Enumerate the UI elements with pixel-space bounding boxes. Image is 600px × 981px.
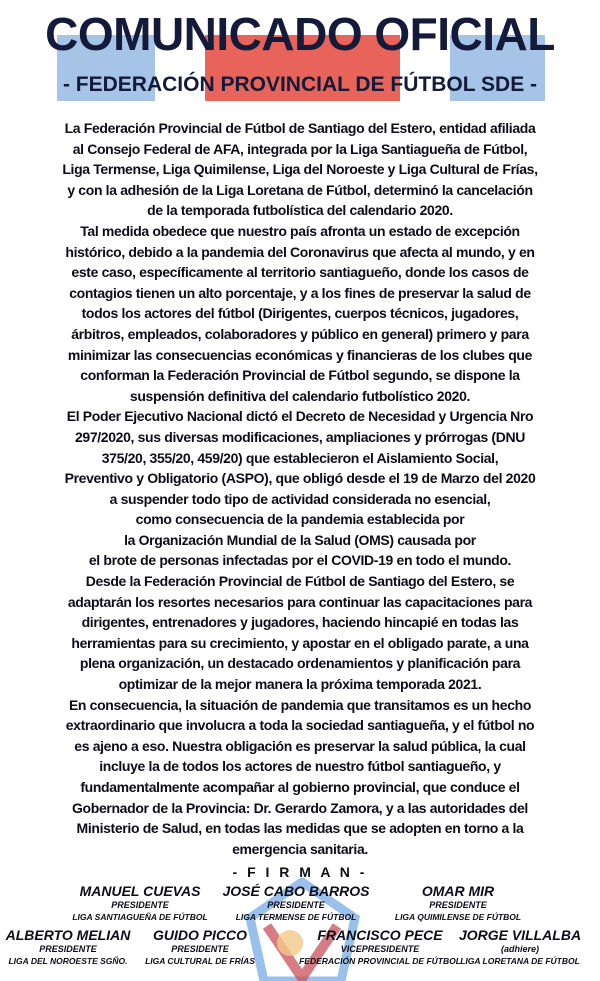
signature-role: PRESIDENTE xyxy=(171,944,229,954)
page-subtitle: - FEDERACIÓN PROVINCIAL DE FÚTBOL SDE - xyxy=(62,73,538,96)
text-line: Gobernador de la Provincia: Dr. Gerardo Zamora, y a las autoridades del xyxy=(72,799,528,816)
text-line: Preventivo y Obligatorio (ASPO), que obligó desde el 19 de Marzo del 2020 xyxy=(64,470,536,487)
text-line: En consecuencia, la situación de pandemia que transitamos es un hecho xyxy=(68,696,532,713)
signature-role: PRESIDENTE xyxy=(39,944,97,954)
signature-block xyxy=(72,884,207,923)
signature-league: FEDERACIÓN PROVINCIAL DE FÚTBOL xyxy=(299,956,461,966)
signature-league: LIGA LORETANA DE FÚTBOL xyxy=(460,956,580,966)
text-line: optimizar de la mejor manera la próxima temporada 2021. xyxy=(118,676,482,693)
text-line: todos los actores del fútbol (Dirigentes, cuerpos técnicos, jugadores, xyxy=(81,305,519,322)
paragraph xyxy=(2,571,598,695)
signature-league: LIGA DEL NOROESTE SGÑO. xyxy=(8,956,128,966)
text-line: Ministerio de Salud, en todas las medidas que se adopten en torno a la xyxy=(76,820,524,837)
text-line: minimizar las consecuencias económicas y financieras de los clubes que xyxy=(67,346,533,363)
text-line: la Organización Mundial de la Salud (OMS) causada por xyxy=(124,531,476,548)
text-line: 375/20, 355/20, 459/20) que establecieron el Aislamiento Social, xyxy=(101,449,499,466)
text-line: de la temporada futbolística del calendario 2020. xyxy=(147,202,453,219)
signature-league: LIGA CULTURAL DE FRÍAS xyxy=(145,956,255,966)
text-line: adaptarán los resortes necesarios para continuar las capacitaciones para xyxy=(67,593,533,610)
text-line: contagios tienen un alto porcentaje, y a los fines de preservar la salud de xyxy=(69,284,531,301)
signature-league: LIGA TERMENSE DE FÚTBOL xyxy=(235,912,357,922)
text-line: conforman la Federación Provincial de Fútbol segundo, se dispone la xyxy=(80,367,520,384)
signature-name: JOSÉ CABO BARROS xyxy=(222,883,370,899)
statement-body xyxy=(2,118,598,859)
text-line: árbitros, empleados, colaboradores y público en general) primero y para xyxy=(71,325,529,342)
text-line: y con la adhesión de la Liga Loretana de Fútbol, determinó la cancelación xyxy=(67,181,533,198)
text-line: fundamentalmente acompañar al gobierno provincial, que conduce el xyxy=(80,779,520,795)
text-line: 297/2020, sus diversas modificaciones, ampliaciones y prórrogas (DNU xyxy=(74,428,526,445)
signature-block xyxy=(145,928,255,967)
text-line: como consecuencia de la pandemia establecida por xyxy=(135,511,465,528)
text-line: Liga Termense, Liga Quimilense, Liga del Noroeste y Liga Cultural de Frías, xyxy=(62,161,538,178)
text-line: el brote de personas infectadas por el COVID-19 en todo el mundo. xyxy=(88,552,512,569)
text-line: es ajeno a eso. Nuestra obligación es preservar la salud pública, la cual xyxy=(74,737,526,754)
signature-name: MANUEL CUEVAS xyxy=(79,883,201,899)
paragraph xyxy=(2,118,598,221)
text-line: extraordinario que involucra a toda la sociedad santiagueña, y el fútbol no xyxy=(65,717,535,734)
signature-name: FRANCISCO PECE xyxy=(317,927,443,943)
text-line: a suspender todo tipo de actividad considerada no esencial, xyxy=(109,490,491,507)
signature-league: LIGA QUIMILENSE DE FÚTBOL xyxy=(394,912,522,922)
text-line: herramientas para su crecimiento, y apostar en el obligado parate, a una xyxy=(71,634,529,651)
signature-name: GUIDO PICCO xyxy=(152,927,248,943)
signature-block xyxy=(459,928,581,967)
text-line: histórico, debido a la pandemia del Coronavirus que afecta al mundo, y en xyxy=(65,243,535,260)
text-line: emergencia sanitaria. xyxy=(232,840,368,857)
paragraph xyxy=(2,695,598,860)
signature-role: PRESIDENTE xyxy=(111,900,169,910)
page-title: COMUNICADO OFICIAL xyxy=(45,8,555,60)
paragraph xyxy=(2,221,598,406)
signature-role: PRESIDENTE xyxy=(267,900,325,910)
signature-block xyxy=(6,928,131,967)
text-line: Tal medida obedece que nuestro país afronta un estado de excepción xyxy=(80,222,520,239)
signature-block xyxy=(222,884,369,923)
signature-role: PRESIDENTE xyxy=(429,900,487,910)
signature-role: (adhiere) xyxy=(500,944,539,954)
text-line: dirigentes, entrenadores y jugadores, haciendo hincapié en todas las xyxy=(81,614,519,631)
text-line: al Consejo Federal de AFA, integrada por la Liga Santiagueña de Fútbol, xyxy=(72,140,528,157)
signature-name: JORGE VILLALBA xyxy=(458,927,582,943)
text-line: plena organización, un destacado ordenamientos y planificación para xyxy=(79,655,521,672)
signature-block xyxy=(395,884,521,923)
signature-name: OMAR MIR xyxy=(421,883,495,899)
text-line: este caso, específicamente al territorio santiagueño, donde los casos de xyxy=(71,264,529,281)
text-line: El Poder Ejecutivo Nacional dictó el Decreto de Necesidad y Urgencia Nro xyxy=(66,408,534,425)
text-line: La Federación Provincial de Fútbol de Santiago del Estero, entidad afiliada xyxy=(64,120,536,136)
text-line: suspensión definitiva del calendario futbolístico 2020. xyxy=(129,387,471,404)
signature-role: VICEPRESIDENTE xyxy=(340,944,420,954)
text-line: Desde la Federación Provincial de Fútbol de Santiago del Estero, se xyxy=(85,573,515,590)
signature-name: ALBERTO MELIAN xyxy=(5,927,131,943)
paragraph xyxy=(2,406,598,571)
text-line: incluye la de todos los actores de nuestro fútbol santiagueño, y xyxy=(99,758,501,775)
signature-league: LIGA SANTIAGUEÑA DE FÚTBOL xyxy=(72,912,208,922)
signatories-heading: - F I R M A N - xyxy=(232,864,368,880)
signature-block xyxy=(299,928,461,967)
